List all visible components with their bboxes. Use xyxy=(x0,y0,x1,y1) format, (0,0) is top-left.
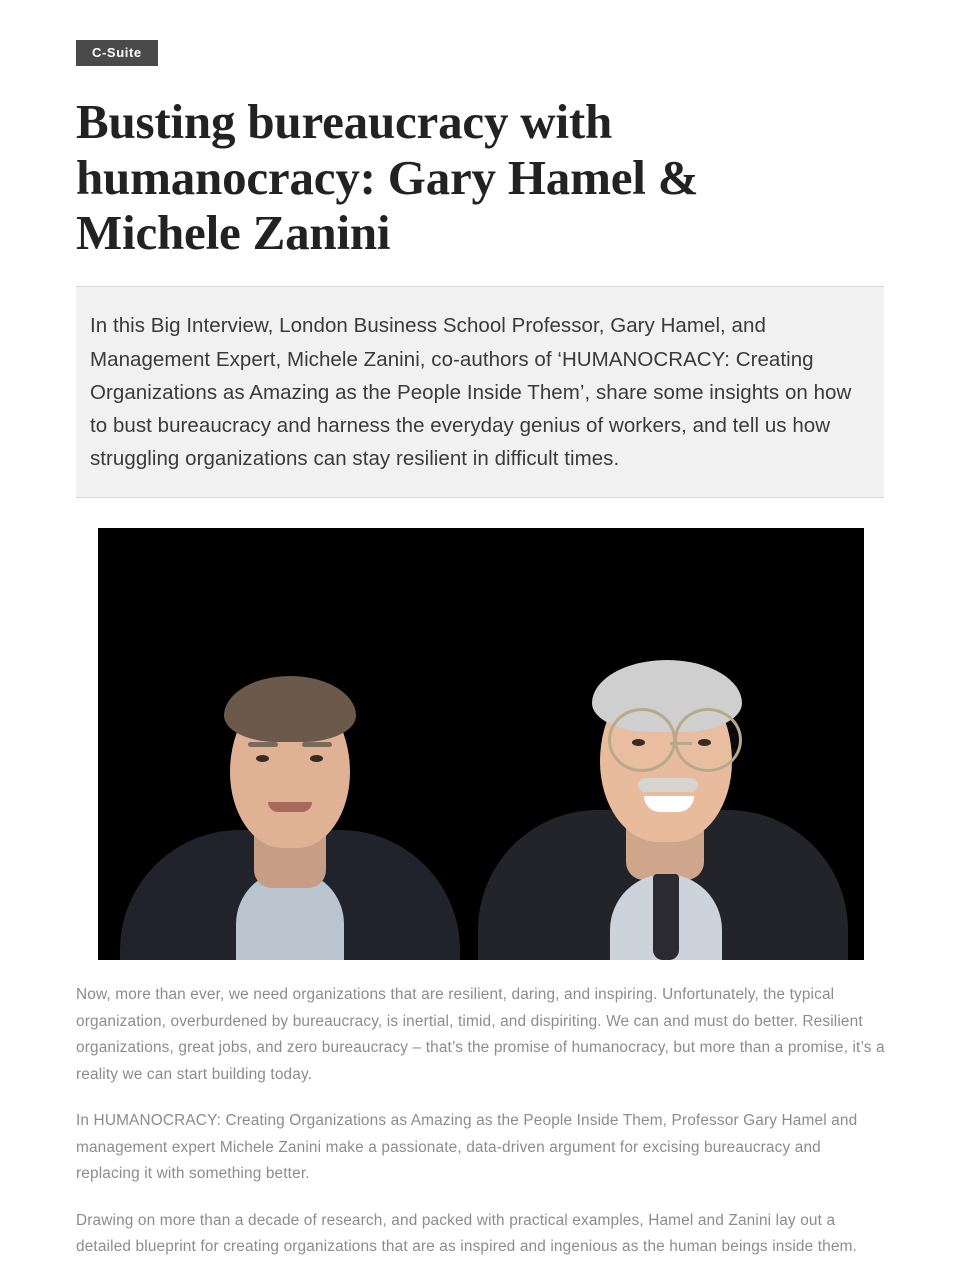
standfirst-text: In this Big Interview, London Business School Professor, Gary Hamel, and Management Expert, Michele Zanini, co-authors of ‘HUMANOCRACY: Creating Organizations as Amazing as the People Inside Them’, share some insights on how to bust bureaucracy and harness the everyday genius of workers, and tell us how struggling organizations can stay resilient in difficult times. xyxy=(90,314,852,471)
portrait-right-moustache xyxy=(638,778,698,792)
portrait-left-hair xyxy=(224,676,356,742)
page-title: Busting bureaucracy with humanocracy: Gary Hamel & Michele Zanini xyxy=(76,94,699,261)
portrait-right-glasses-bridge xyxy=(670,742,692,745)
category-badge-row xyxy=(76,0,884,66)
category-badge[interactable]: C-Suite xyxy=(76,40,158,66)
portrait-right-tie xyxy=(653,874,679,960)
body-paragraph: In HUMANOCRACY: Creating Organizations as Amazing as the People Inside Them, Professor Gary Hamel and management expert Michele Zanini make a passionate, data-driven argument for excising bureaucracy and replacing it with something better. xyxy=(76,1112,858,1183)
body-paragraph: Now, more than ever, we need organizations that are resilient, daring, and inspiring. Unfortunately, the typical organization, overburdened by bureaucracy, is inertial, timid, and dispiriting. We can and must do better. Resilient organizations, great jobs, and zero bureaucracy – that’s the promise of humanocracy, but more than a promise, it’s a reality we can start building today. xyxy=(76,986,885,1083)
article-content xyxy=(76,0,884,1281)
portrait-left-brow-right xyxy=(302,742,332,747)
portrait-right xyxy=(498,540,818,960)
article-body xyxy=(76,982,888,1260)
portrait-left-mouth xyxy=(268,802,312,812)
body-paragraph: Drawing on more than a decade of research, and packed with practical examples, Hamel and Zanini lay out a detailed blueprint for creating organizations that are as inspired and ingenious as the human beings inside them. xyxy=(76,1211,857,1256)
hero-image xyxy=(98,528,864,960)
portrait-left xyxy=(150,550,430,960)
portrait-left-brow-left xyxy=(248,742,278,747)
article-standfirst xyxy=(76,286,884,498)
